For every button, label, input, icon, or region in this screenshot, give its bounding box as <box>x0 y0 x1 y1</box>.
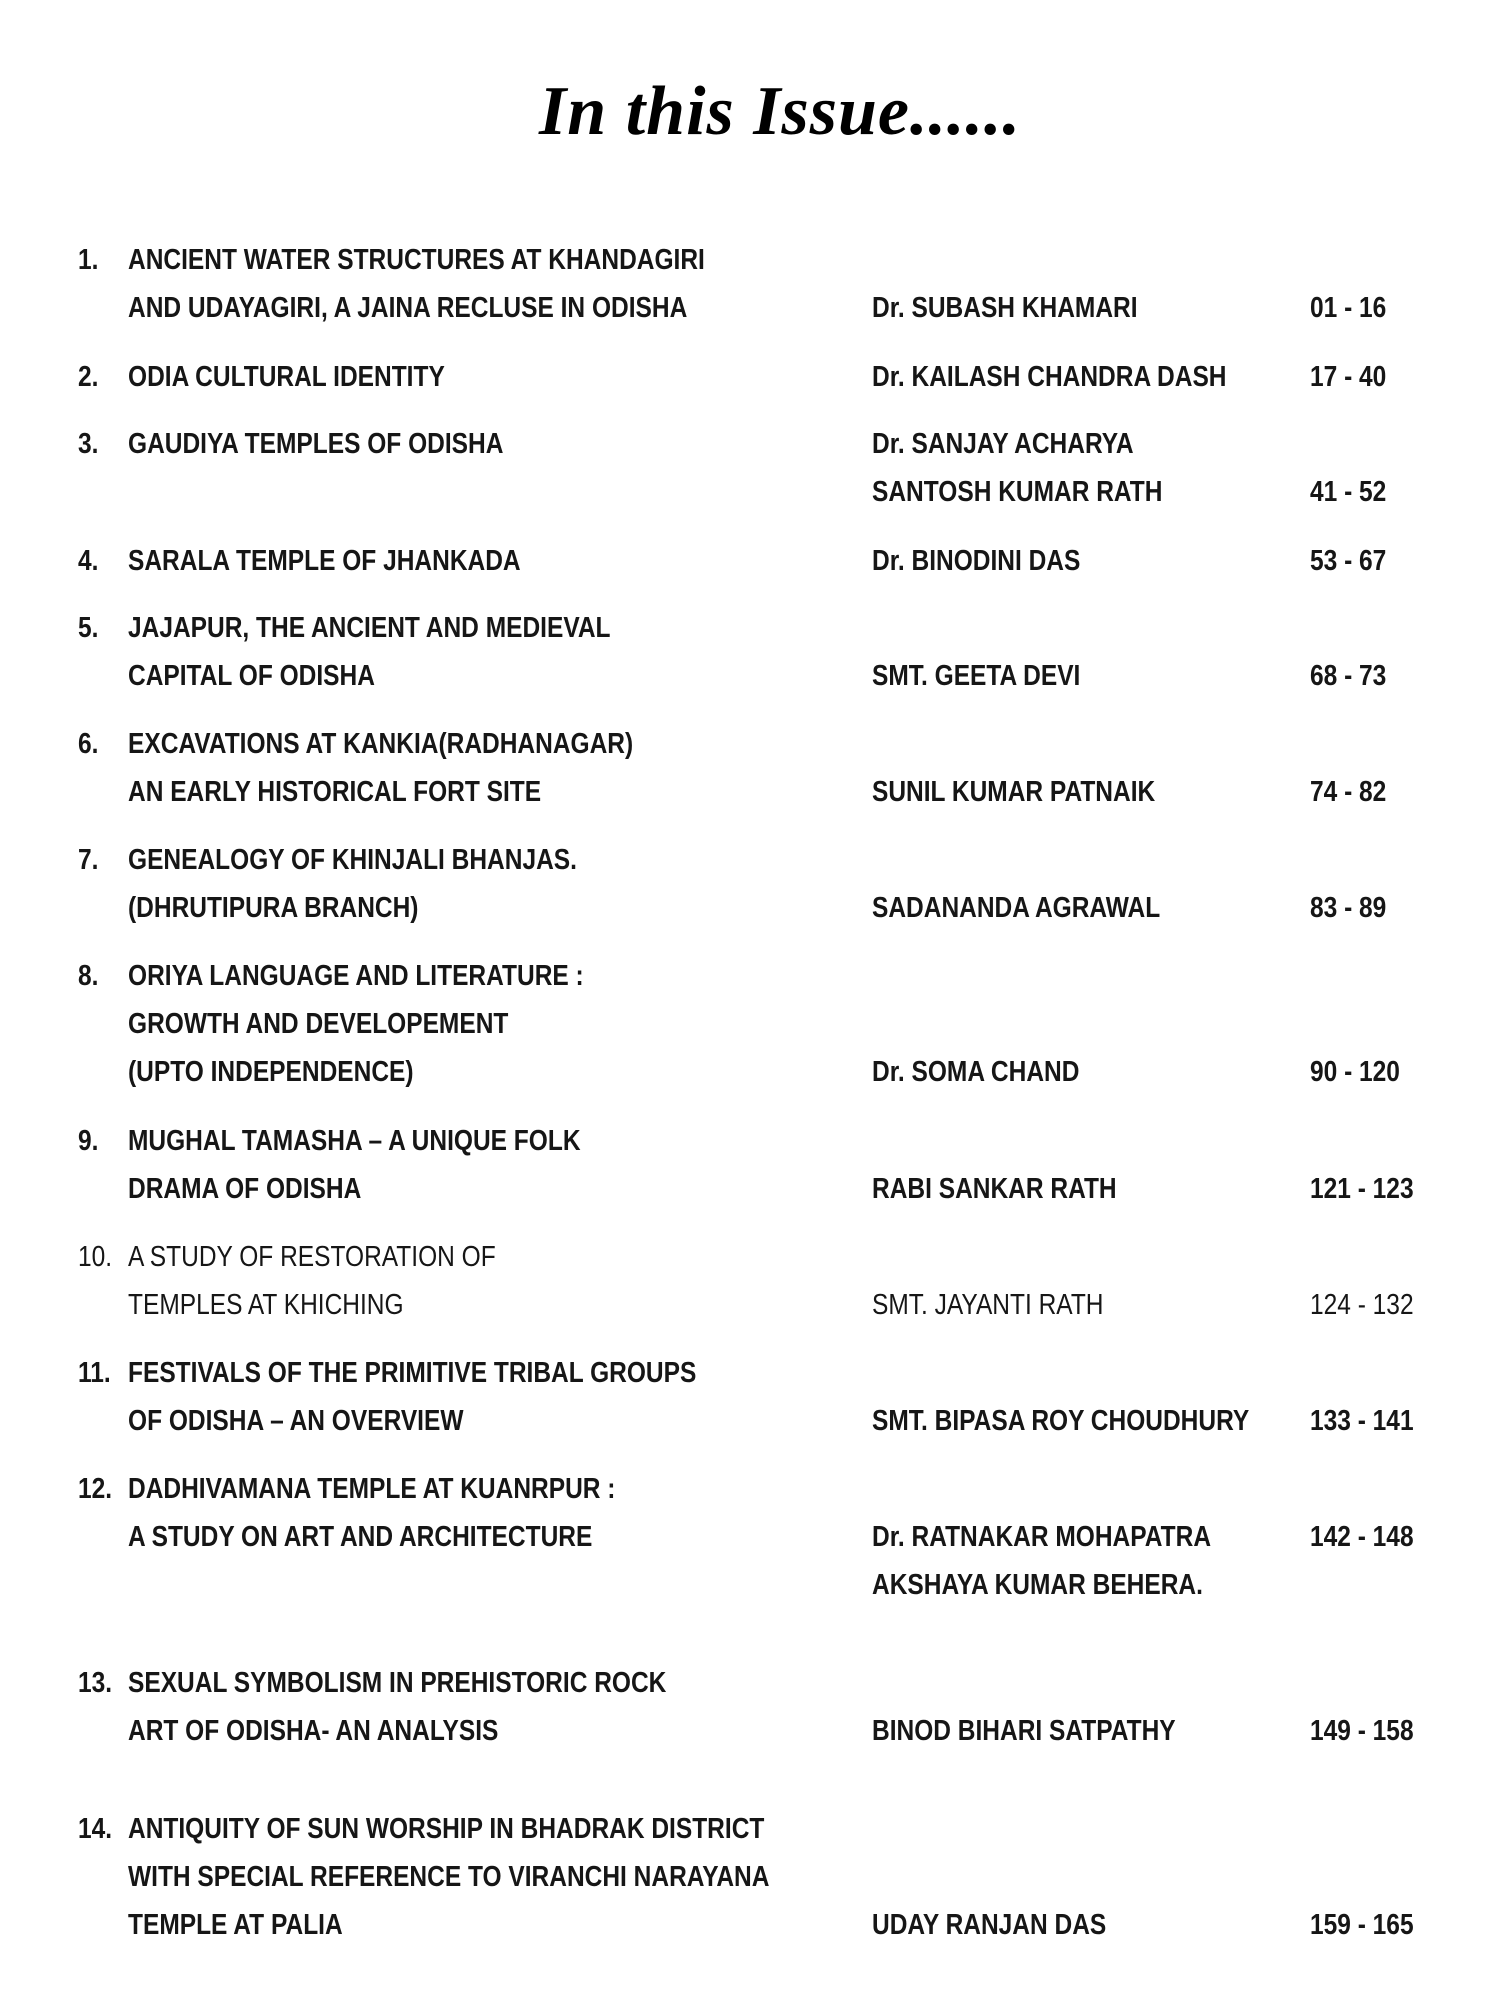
entry-number: 6. <box>78 728 99 760</box>
entry-number: 13. <box>78 1667 113 1699</box>
entry-title-line: OF ODISHA – AN OVERVIEW <box>128 1405 464 1437</box>
entry-title-line: WITH SPECIAL REFERENCE TO VIRANCHI NARAYANA <box>128 1861 770 1893</box>
entry-author: Dr. SUBASH KHAMARI <box>872 292 1138 324</box>
entry-pages: 17 - 40 <box>1310 361 1387 393</box>
entry-pages: 149 - 158 <box>1310 1715 1414 1747</box>
page-title: In this Issue...... <box>539 73 1021 150</box>
entry-title-line: FESTIVALS OF THE PRIMITIVE TRIBAL GROUPS <box>128 1357 697 1389</box>
entry-number: 5. <box>78 612 99 644</box>
entry-author: UDAY RANJAN DAS <box>872 1909 1107 1941</box>
entry-title-line: (UPTO INDEPENDENCE) <box>128 1056 414 1088</box>
entry-number: 2. <box>78 361 99 393</box>
entry-title-line: ORIYA LANGUAGE AND LITERATURE : <box>128 960 584 992</box>
entry-author: Dr. BINODINI DAS <box>872 545 1081 577</box>
entry-title-line: AN EARLY HISTORICAL FORT SITE <box>128 776 542 808</box>
entry-pages: 124 - 132 <box>1310 1289 1414 1321</box>
entry-author: AKSHAYA KUMAR BEHERA. <box>872 1569 1203 1601</box>
entry-title-line: SEXUAL SYMBOLISM IN PREHISTORIC ROCK <box>128 1667 667 1699</box>
entry-author: SMT. GEETA DEVI <box>872 660 1081 692</box>
entry-title-line: ANCIENT WATER STRUCTURES AT KHANDAGIRI <box>128 244 705 276</box>
entry-pages: 74 - 82 <box>1310 776 1387 808</box>
entry-title-line: ODIA CULTURAL IDENTITY <box>128 361 445 393</box>
entry-author: Dr. RATNAKAR MOHAPATRA <box>872 1521 1212 1553</box>
entry-pages: 01 - 16 <box>1310 292 1387 324</box>
entry-pages: 83 - 89 <box>1310 892 1387 924</box>
entry-number: 8. <box>78 960 99 992</box>
entry-title-line: TEMPLES AT KHICHING <box>128 1289 404 1321</box>
entry-pages: 90 - 120 <box>1310 1056 1400 1088</box>
entry-author: RABI SANKAR RATH <box>872 1173 1117 1205</box>
entry-title-line: GENEALOGY OF KHINJALI BHANJAS. <box>128 844 577 876</box>
entry-title-line: AND UDAYAGIRI, A JAINA RECLUSE IN ODISHA <box>128 292 688 324</box>
entry-title-line: DRAMA OF ODISHA <box>128 1173 362 1205</box>
entry-number: 10. <box>78 1241 113 1273</box>
entry-pages: 133 - 141 <box>1310 1405 1414 1437</box>
entry-title-line: EXCAVATIONS AT KANKIA(RADHANAGAR) <box>128 728 634 760</box>
entry-author: BINOD BIHARI SATPATHY <box>872 1715 1176 1747</box>
entry-title-line: MUGHAL TAMASHA – A UNIQUE FOLK <box>128 1125 581 1157</box>
entry-number: 14. <box>78 1813 113 1845</box>
entry-author: Dr. SANJAY ACHARYA <box>872 428 1134 460</box>
entry-title-line: A STUDY OF RESTORATION OF <box>128 1241 496 1273</box>
entry-number: 1. <box>78 244 99 276</box>
entry-pages: 121 - 123 <box>1310 1173 1414 1205</box>
entry-author: SANTOSH KUMAR RATH <box>872 476 1163 508</box>
entry-title-line: SARALA TEMPLE OF JHANKADA <box>128 545 521 577</box>
entry-pages: 142 - 148 <box>1310 1521 1414 1553</box>
entry-pages: 68 - 73 <box>1310 660 1387 692</box>
entry-author: SMT. JAYANTI RATH <box>872 1289 1104 1321</box>
entry-title-line: ART OF ODISHA- AN ANALYSIS <box>128 1715 499 1747</box>
entry-number: 11. <box>78 1357 111 1389</box>
entry-number: 3. <box>78 428 99 460</box>
entry-title-line: ANTIQUITY OF SUN WORSHIP IN BHADRAK DISTRICT <box>128 1813 765 1845</box>
entry-title-line: TEMPLE AT PALIA <box>128 1909 343 1941</box>
entry-number: 7. <box>78 844 99 876</box>
entry-author: SADANANDA AGRAWAL <box>872 892 1161 924</box>
entry-title-line: A STUDY ON ART AND ARCHITECTURE <box>128 1521 593 1553</box>
entry-pages: 159 - 165 <box>1310 1909 1414 1941</box>
entry-title-line: CAPITAL OF ODISHA <box>128 660 375 692</box>
entry-pages: 53 - 67 <box>1310 545 1387 577</box>
entry-pages: 41 - 52 <box>1310 476 1387 508</box>
entry-title-line: GROWTH AND DEVELOPEMENT <box>128 1008 509 1040</box>
entry-title-line: (DHRUTIPURA BRANCH) <box>128 892 419 924</box>
entry-author: SMT. BIPASA ROY CHOUDHURY <box>872 1405 1250 1437</box>
entry-title-line: JAJAPUR, THE ANCIENT AND MEDIEVAL <box>128 612 611 644</box>
entry-author: Dr. KAILASH CHANDRA DASH <box>872 361 1227 393</box>
entry-number: 4. <box>78 545 99 577</box>
entry-title-line: GAUDIYA TEMPLES OF ODISHA <box>128 428 504 460</box>
entry-author: Dr. SOMA CHAND <box>872 1056 1080 1088</box>
entry-number: 9. <box>78 1125 99 1157</box>
entry-title-line: DADHIVAMANA TEMPLE AT KUANRPUR : <box>128 1473 616 1505</box>
entry-number: 12. <box>78 1473 113 1505</box>
entry-author: SUNIL KUMAR PATNAIK <box>872 776 1156 808</box>
